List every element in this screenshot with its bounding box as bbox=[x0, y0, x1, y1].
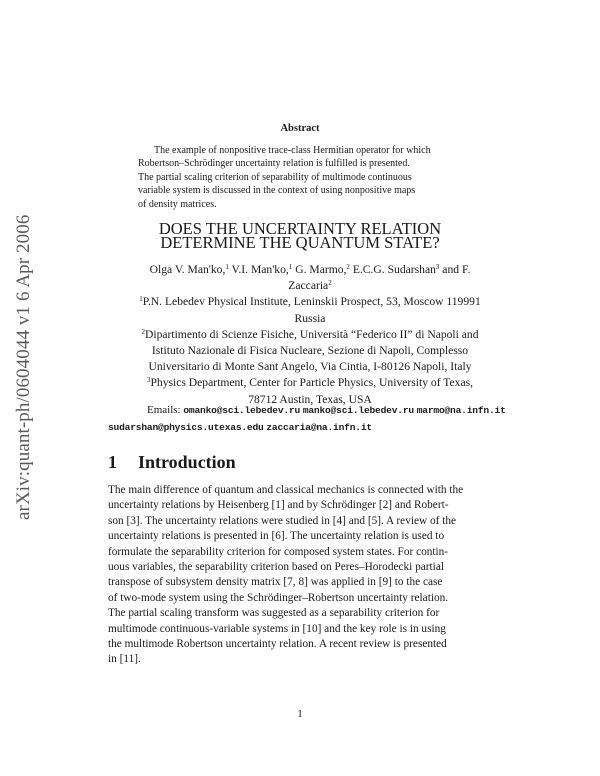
affiliation-mark: 2 bbox=[141, 327, 145, 336]
paper-title bbox=[0, 219, 600, 252]
abstract-line: Robertson–Schrödinger uncertainty relation is fulfilled is presented. bbox=[138, 158, 410, 170]
email-address: omanko@sci.lebedev.ru bbox=[183, 405, 301, 416]
affiliation-line: Russia bbox=[294, 311, 326, 325]
affiliation-line bbox=[110, 327, 510, 343]
abstract-line: The partial scaling criterion of separability of multimode continuous bbox=[138, 171, 412, 183]
paragraph-line: son [3]. The uncertainty relations were studied in [4] and [5]. A review of the bbox=[108, 514, 457, 527]
emails-block bbox=[108, 402, 528, 436]
title-line: DOES THE UNCERTAINTY RELATION bbox=[158, 219, 442, 238]
email-address: marmo@na.infn.it bbox=[416, 405, 506, 416]
emails-label: Emails: bbox=[147, 404, 181, 416]
paragraph-line: The main difference of quantum and classical mechanics is connected with the bbox=[108, 484, 464, 496]
email-address: zaccaria@na.infn.it bbox=[266, 422, 372, 433]
paragraph-line: transpose of subsystem density matrix [7, 8] was applied in [9] to the case bbox=[108, 576, 443, 589]
author-name: G. Marmo, bbox=[292, 263, 347, 276]
affiliation-mark: 2 bbox=[328, 279, 332, 288]
abstract-line: of density matrices. bbox=[138, 198, 217, 210]
abstract-body bbox=[138, 144, 478, 211]
paragraph-line: The partial scaling transform was suggested as a separability criterion for bbox=[108, 607, 440, 620]
intro-paragraph bbox=[108, 483, 493, 668]
author-name: and F. bbox=[439, 263, 471, 276]
affiliation-text: Physics Department, Center for Particle Physics, University of Texas, bbox=[150, 376, 474, 390]
affiliation-mark: 2 bbox=[346, 263, 350, 271]
affiliation-mark: 3 bbox=[435, 263, 440, 271]
paragraph-line: formulate the separability criterion for composed system states. For contin- bbox=[108, 545, 449, 558]
section-number: 1 bbox=[108, 452, 117, 472]
author-name: Zaccaria bbox=[288, 279, 329, 293]
affiliation-line bbox=[110, 294, 510, 310]
affiliation-line: Istituto Nazionale di Fisica Nucleare, Sezione di Napoli, Complesso bbox=[151, 344, 469, 358]
paragraph-line: uncertainty relations by Heisenberg [1] and by Schrödinger [2] and Robert- bbox=[108, 499, 449, 512]
affiliation-mark: 1 bbox=[288, 263, 293, 271]
title-line: DETERMINE THE QUANTUM STATE? bbox=[160, 232, 440, 252]
section-title: Introduction bbox=[138, 452, 236, 472]
paragraph-line: uncertainty relations is presented in [6]. The uncertainty relation is used to bbox=[108, 530, 445, 543]
section-heading bbox=[108, 452, 236, 473]
author-line bbox=[110, 278, 510, 294]
affiliation-line bbox=[110, 375, 510, 391]
affiliation-text: P.N. Lebedev Physical Institute, Leninskii Prospect, 53, Moscow 119991 bbox=[142, 295, 481, 309]
affiliation-mark: 1 bbox=[139, 295, 143, 304]
authors-block bbox=[110, 262, 510, 408]
author-name: V.I. Man'ko, bbox=[228, 263, 289, 276]
affiliation-line: Universitario di Monte Sant Angelo, Via Cintia, I-80126 Napoli, Italy bbox=[148, 360, 472, 374]
paragraph-line: uous variables, the separability criterion based on Peres–Horodecki partial bbox=[108, 561, 444, 574]
email-address: sudarshan@physics.utexas.edu bbox=[108, 422, 264, 433]
author-line bbox=[110, 262, 510, 278]
affiliation-mark: 3 bbox=[146, 376, 151, 385]
abstract-line: variable system is discussed in the context of using nonpositive maps bbox=[138, 185, 416, 197]
abstract-line: The example of nonpositive trace-class Hermitian operator for which bbox=[154, 145, 431, 156]
paragraph-line: of two-mode system using the Schrödinger–Robertson uncertainty relation. bbox=[108, 591, 449, 604]
paragraph-line: the multimode Robertson uncertainty relation. A recent review is presented bbox=[108, 638, 447, 651]
page-number: 1 bbox=[297, 708, 303, 720]
email-address: manko@sci.lebedev.ru bbox=[302, 405, 414, 416]
abstract-heading: Abstract bbox=[280, 123, 320, 134]
arxiv-sidebar-stamp bbox=[13, 214, 43, 520]
arxiv-id-text: arXiv:quant-ph/0604044 v1 6 Apr 2006 bbox=[13, 214, 34, 520]
affiliation-text: Dipartimento di Scienze Fisiche, Università “Federico II” di Napoli and bbox=[144, 327, 479, 341]
affiliation-mark: 1 bbox=[225, 263, 229, 271]
author-name: Olga V. Man'ko, bbox=[149, 263, 226, 276]
affiliation-line: 78712 Austin, Texas, USA bbox=[248, 392, 372, 406]
paragraph-line: in [11]. bbox=[108, 653, 141, 666]
email-line bbox=[108, 402, 528, 419]
author-name: E.C.G. Sudarshan bbox=[349, 263, 436, 276]
email-line bbox=[108, 419, 528, 436]
paragraph-line: multimode continuous-variable systems in [10] and the key role is in using bbox=[108, 622, 446, 635]
